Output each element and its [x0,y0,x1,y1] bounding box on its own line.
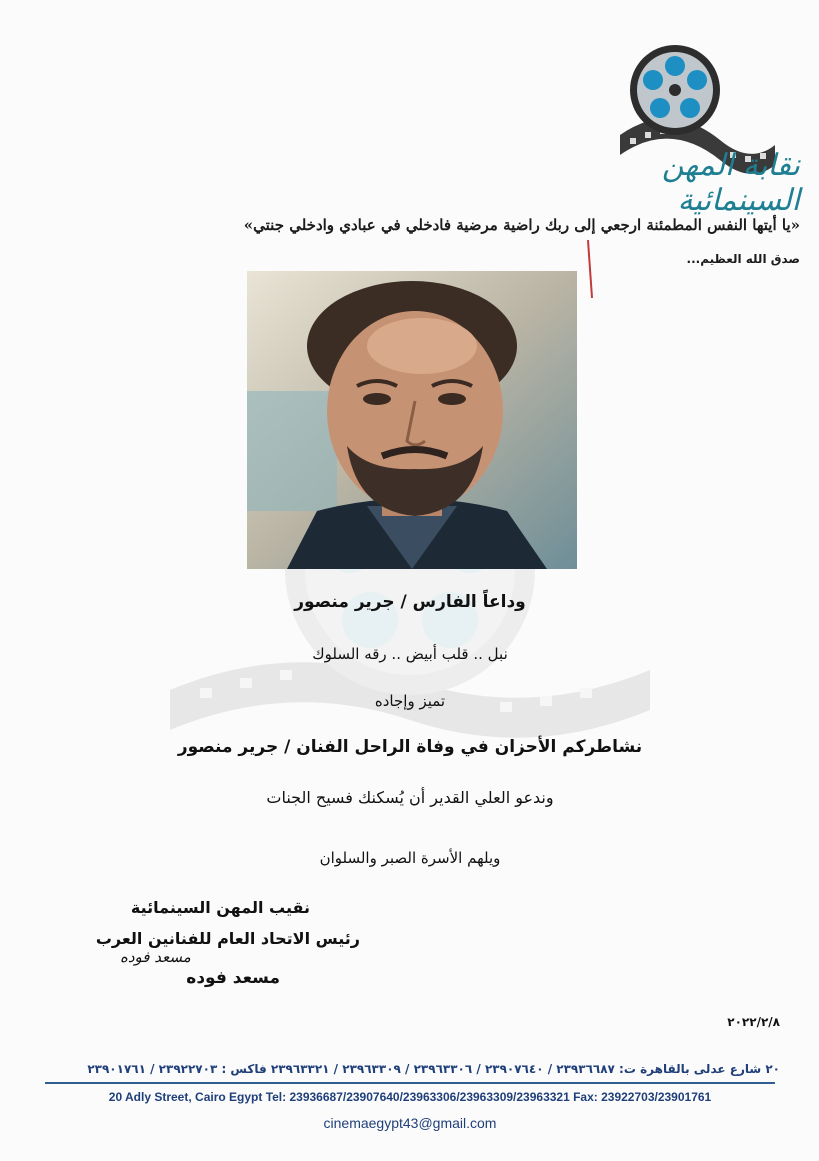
prayer-line: وندعو العلي القدير أن يُسكنك فسيح الجنات [266,788,554,807]
signatory-name: مسعد فوده [186,968,280,988]
quran-verse: «يا أيتها النفس المطمئنة ارجعي إلى ربك راضية مرضية فادخلي في عبادي وادخلي جنتي» [243,216,800,234]
signatory-title-1: نقيب المهن السينمائية [130,898,310,917]
qualities-line-2: تميز وإجاده [374,692,446,710]
qualities-line-1: نبل .. قلب أبيض .. رقه السلوك [312,645,508,663]
portrait-photo [247,271,577,569]
verse-closing: صدق الله العظيم... [686,252,800,266]
red-pen-mark [587,240,593,298]
logo-text: نقابة المهن السينمائية [661,148,800,218]
footer-email: cinemaegypt43@gmail.com [323,1115,497,1131]
document-date: ٢٠٢٢/٢/٨ [727,1015,780,1029]
family-line: ويلهم الأسرة الصبر والسلوان [319,849,501,867]
footer-address-arabic: ٢٠ شارع عدلى بالقاهرة ت: ٢٣٩٣٦٦٨٧ / ٢٣٩٠٧٦٤٠ / ٢٣٩٦٣٣٠٦ / ٢٣٩٦٣٣٠٩ / ٢٣٩٦٣٣٢١ فاكس : ٢٣٩٢٢٧٠٣ / ٢٣٩٠١٧٦١ [87,1062,780,1076]
condolence-line: نشاطركم الأحزان في وفاة الراحل الفنان / جرير منصور [177,737,643,757]
footer-divider [45,1082,775,1084]
footer-address-english: 20 Adly Street, Cairo Egypt Tel: 23936687/23907640/23963306/23963309/23963321 Fax: 23922703/23901761 [108,1090,712,1104]
handwritten-signature: مسعد فوده [120,948,191,966]
farewell-heading: وداعاً الفارس / جرير منصور [294,592,526,612]
signatory-title-2: رئيس الاتحاد العام للفنانين العرب [95,929,360,948]
